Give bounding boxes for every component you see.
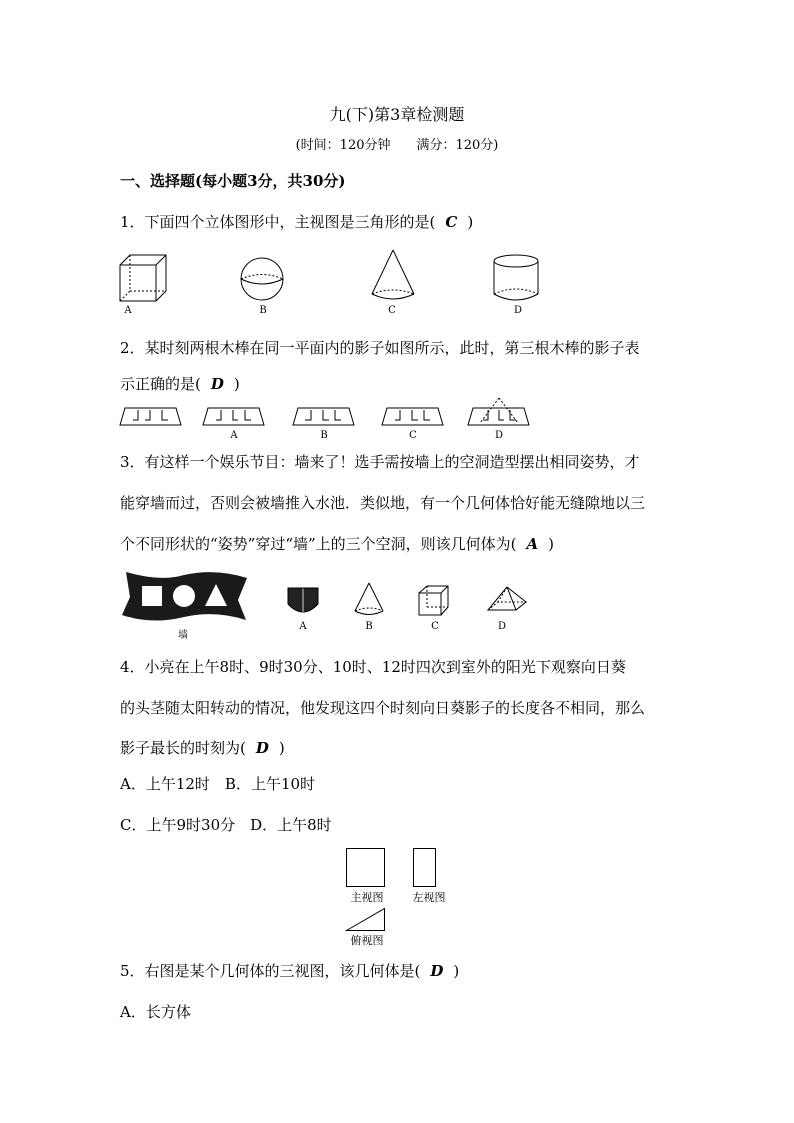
wall-label: 墙 xyxy=(178,630,188,641)
question-3-close: ) xyxy=(548,535,555,553)
question-5-option-a: A．长方体 xyxy=(120,1003,191,1021)
question-5-answer: D xyxy=(430,962,444,980)
q1-option-label: D xyxy=(513,305,523,316)
side-view-label: 左视图 xyxy=(412,891,446,904)
question-3-answer: A xyxy=(526,535,539,553)
question-1-answer: C xyxy=(445,213,458,231)
q1-sphere-figure xyxy=(240,257,286,303)
q5-side-view-figure xyxy=(413,848,437,888)
question-3-text: 个不同形状的“姿势”穿过“墙”上的三个空洞，则该几何体为( xyxy=(120,535,517,553)
question-2-text: 示正确的是( xyxy=(120,375,201,393)
question-1 xyxy=(120,211,473,232)
q1-option-label: A xyxy=(124,305,132,316)
section-heading: 一、选择题(每小题3分，共30分) xyxy=(120,172,346,190)
question-4-text: 影子最长的时刻为( xyxy=(120,739,246,757)
q2-option-label: B xyxy=(320,430,328,441)
q5-top-view-figure xyxy=(346,908,386,932)
q2-given-shadows-figure xyxy=(120,404,182,426)
question-3-line2: 能穿墙而过，否则会被墙推入水池．类似地，有一个几何体恰好能无缝隙地以三 xyxy=(120,494,646,512)
q5-front-view-figure xyxy=(346,848,386,888)
q3-option-d-figure xyxy=(486,586,528,616)
question-4-line1: 4．小亮在上午8时、9时30分、10时、12时四次到室外的阳光下观察向日葵 xyxy=(120,658,626,676)
q3-option-label: A xyxy=(299,621,307,632)
q3-wall-figure xyxy=(120,570,248,624)
question-3-line1: 3．有这样一个娱乐节目：墙来了！选手需按墙上的空洞造型摆出相同姿势，才 xyxy=(120,453,640,471)
q3-option-b-figure xyxy=(353,583,385,617)
question-1-text: 1．下面四个立体图形中，主视图是三角形的是( xyxy=(120,213,436,231)
question-4-close: ) xyxy=(278,739,285,757)
q3-option-label: D xyxy=(497,621,507,632)
question-5 xyxy=(120,960,459,981)
q1-option-label: C xyxy=(388,305,396,316)
question-3-line3 xyxy=(120,533,554,554)
question-2-line1: 2．某时刻两根木棒在同一平面内的影子如图所示，此时，第三根木棒的影子表 xyxy=(120,339,640,357)
page-subtitle: (时间：120分钟 满分：120分) xyxy=(295,138,499,153)
q2-option-label: C xyxy=(409,430,417,441)
question-4-line2: 的头茎随太阳转动的情况，他发现这四个时刻向日葵影子的长度各不相同，那么 xyxy=(120,699,646,717)
page-title: 九(下)第3章检测题 xyxy=(329,105,465,124)
q3-option-label: B xyxy=(365,621,373,632)
question-4-line3 xyxy=(120,737,285,758)
q1-cube-figure xyxy=(118,253,168,303)
question-4-options-ab: A．上午12时 B．上午10时 xyxy=(120,775,316,793)
q2-option-label: D xyxy=(494,430,504,441)
question-5-text: 5．右图是某个几何体的三视图，该几何体是( xyxy=(120,962,421,980)
question-2-line2 xyxy=(120,373,240,394)
q1-cylinder-figure xyxy=(492,254,540,302)
question-1-close: ) xyxy=(467,213,474,231)
question-2-answer: D xyxy=(210,375,224,393)
top-view-label: 俯视图 xyxy=(350,934,384,947)
q2-option-label: A xyxy=(230,430,238,441)
q3-option-c-figure xyxy=(418,585,450,617)
front-view-label: 主视图 xyxy=(350,891,384,904)
q3-option-a-figure xyxy=(287,586,319,616)
q2-option-b-figure xyxy=(293,404,355,426)
question-4-options-cd: C．上午9时30分 D．上午8时 xyxy=(120,816,332,834)
q1-option-label: B xyxy=(259,305,267,316)
question-4-answer: D xyxy=(255,739,269,757)
question-5-close: ) xyxy=(453,962,460,980)
q2-option-a-figure xyxy=(203,404,265,426)
question-2-close: ) xyxy=(233,375,240,393)
q2-option-c-figure xyxy=(382,404,444,426)
q1-cone-figure xyxy=(370,250,416,302)
q2-option-d-figure xyxy=(468,398,530,426)
q3-option-label: C xyxy=(431,621,439,632)
